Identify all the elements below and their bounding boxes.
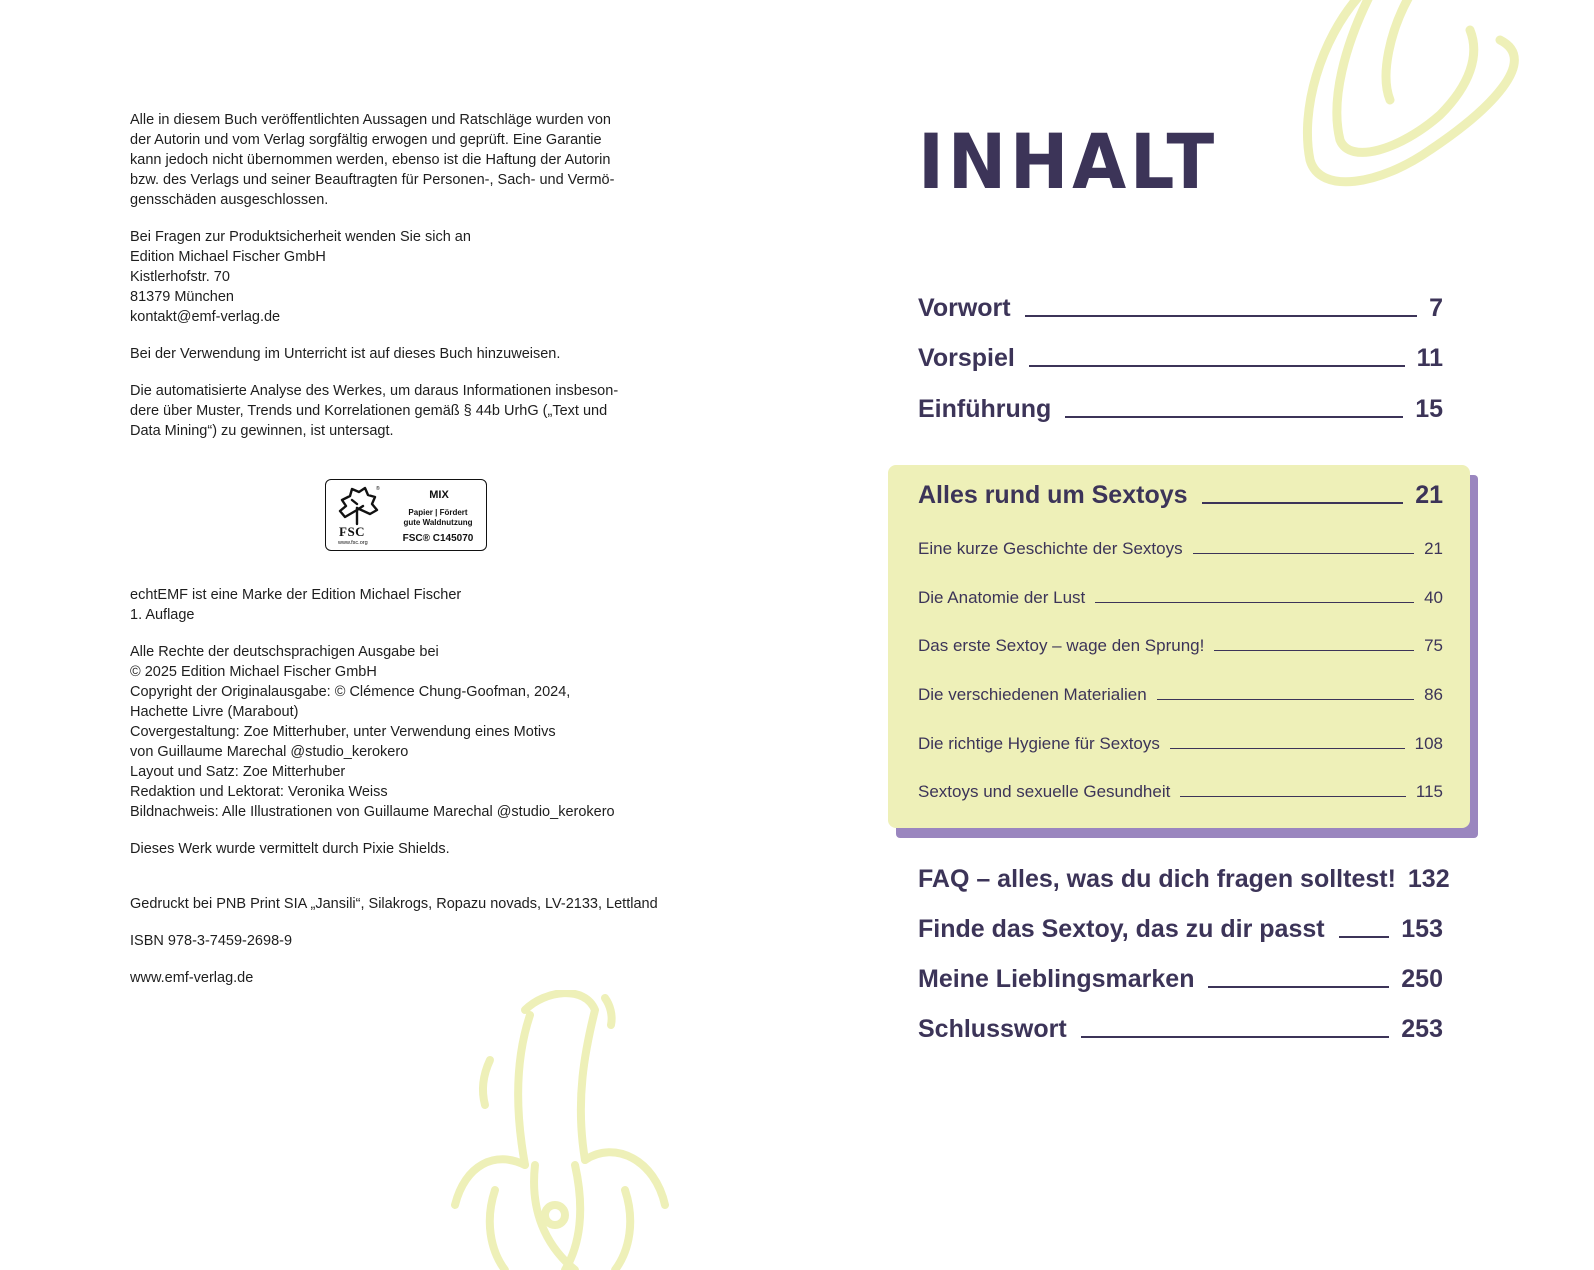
imprint-paragraph-disclaimer: Alle in diesem Buch veröffentlichten Aussagen und Ratschläge wurden von der Autorin und vom Verlag sorgfältig erwogen und geprüft. Eine Garantie kann jedoch nicht übernommen werden, ebenso ist die Haftung der Autorin bzw. des Verlags und seiner Beauftragten für Personen-, Sach- und Vermö- gensschäden ausgeschlossen. (130, 112, 615, 208)
imprint-text (130, 110, 690, 1005)
fsc-mark: FSC (339, 524, 366, 539)
toc-entry-title: Vorspiel (918, 344, 1015, 372)
toc-entry-page: 153 (1401, 915, 1443, 943)
toc-leader-line (1025, 315, 1418, 317)
svg-text:®: ® (376, 486, 380, 492)
toc-subentry-page: 40 (1424, 588, 1443, 607)
fsc-url: www.fsc.org (338, 540, 368, 546)
toc-entry-sextoys[interactable] (918, 476, 1443, 510)
imprint-paragraph-agency: Dieses Werk wurde vermittelt durch Pixie Shields. (130, 841, 450, 857)
toc-subentry-erstes-sextoy[interactable] (918, 632, 1443, 656)
toc-leader-line (1208, 986, 1389, 988)
toc-entry-faq[interactable] (918, 860, 1450, 894)
toc-subentry-anatomie[interactable] (918, 584, 1443, 608)
toc-entry-einfuehrung[interactable] (918, 390, 1443, 424)
toc-leader-line (1202, 502, 1404, 504)
imprint-paragraph-printer: Gedruckt bei PNB Print SIA „Jansili“, Silakrogs, Ropazu novads, LV-2133, Lettland (130, 896, 658, 912)
fsc-logo (325, 479, 487, 551)
fsc-mix-label: MIX (429, 489, 449, 501)
toc-subentry-page: 75 (1424, 636, 1443, 655)
toc-entry-vorwort[interactable] (918, 289, 1443, 323)
toc-subentry-title: Die Anatomie der Lust (918, 588, 1086, 607)
toc-subentry-page: 21 (1424, 539, 1443, 558)
toc-entry-page: 21 (1415, 481, 1443, 509)
imprint-paragraph-text-mining: Die automatisierte Analyse des Werkes, um daraus Informationen insbeson- dere über Muster, Trends und Korrelationen gemäß § 44b UrhG („Text und Data Mining“) zu gewinnen, ist untersagt. (130, 383, 619, 439)
toc-subentry-title: Eine kurze Geschichte der Sextoys (918, 539, 1183, 558)
toc-entry-vorspiel[interactable] (918, 339, 1443, 373)
toc-entry-title: Vorwort (918, 294, 1011, 322)
toc-subentry-page: 115 (1415, 782, 1443, 801)
imprint-paragraph-teaching: Bei der Verwendung im Unterricht ist auf dieses Buch hinzuweisen. (130, 346, 561, 362)
toc-entry-title: Meine Lieblingsmarken (918, 965, 1195, 993)
toc-entry-title: Einführung (918, 395, 1052, 423)
toc-subentry-geschichte[interactable] (918, 535, 1443, 559)
toc-subentry-materialien[interactable] (918, 681, 1443, 705)
imprint-paragraph-brand: echtEMF ist eine Marke der Edition Michael Fischer 1. Auflage (130, 587, 462, 623)
toc-subentry-title: Sextoys und sexuelle Gesundheit (918, 782, 1171, 801)
imprint-paragraph-product-safety: Bei Fragen zur Produktsicherheit wenden Sie sich an Edition Michael Fischer GmbH Kistlerhofstr. 70 81379 München kontakt@emf-verlag.de (130, 229, 471, 325)
toc-entry-title: FAQ – alles, was du dich fragen solltest! (918, 865, 1396, 893)
toc-subentry-title: Die richtige Hygiene für Sextoys (918, 734, 1160, 753)
toc-leader-line (1214, 650, 1414, 651)
toc-entry-page: 15 (1415, 395, 1443, 423)
toc-entry-page: 253 (1401, 1015, 1443, 1043)
toc-entry-finde-sextoy[interactable] (918, 910, 1443, 944)
toc-subentry-title: Die verschiedenen Materialien (918, 685, 1147, 704)
toc-subentry-hygiene[interactable] (918, 730, 1443, 754)
toc-leader-line (1170, 748, 1405, 749)
imprint-website: www.emf-verlag.de (130, 970, 254, 986)
toc-leader-line (1339, 936, 1390, 938)
toc-subentry-title: Das erste Sextoy – wage den Sprung! (918, 636, 1205, 655)
toc-subentry-page: 86 (1424, 685, 1443, 704)
imprint-paragraph-rights: Alle Rechte der deutschsprachigen Ausgabe bei © 2025 Edition Michael Fischer GmbH Copyright der Originalausgabe: © Clémence Chung-Goofman, 2024, Hachette Livre (Marabout) Covergestaltung: Zoe Mitterhuber, unter Verwendung eines Motivs von Guillaume Marechal @studio_kerokero Layout und Satz: Zoe Mitterhuber Redaktion und Lektorat: Veronika Weiss Bildnachweis: Alle Illustrationen von Guillaume Marechal @studio_kerokero (130, 644, 615, 820)
toc-entry-schlusswort[interactable] (918, 1010, 1443, 1044)
toc-entry-title: Alles rund um Sextoys (918, 481, 1188, 509)
toc-title: INHALT (918, 117, 1218, 206)
toc-entry-page: 132 (1407, 865, 1450, 893)
toc-entry-title: Finde das Sextoy, das zu dir passt (918, 915, 1325, 943)
banana-illustration (435, 990, 685, 1270)
toc-leader-line (1095, 602, 1414, 603)
toc-leader-line (1029, 365, 1405, 367)
fsc-tree-icon (332, 484, 382, 528)
toc-leader-line (1193, 553, 1415, 554)
toc-entry-page: 250 (1401, 965, 1443, 993)
imprint-isbn: ISBN 978-3-7459-2698-9 (130, 933, 293, 949)
toc-entry-page: 7 (1429, 294, 1443, 322)
toc-leader-line (1081, 1036, 1390, 1038)
toc-subentry-page: 108 (1414, 734, 1443, 753)
toc-leader-line (1065, 416, 1403, 418)
toc-leader-line (1157, 699, 1414, 700)
fsc-code: FSC® C145070 (402, 533, 474, 544)
toc-entry-title: Schlusswort (918, 1015, 1067, 1043)
toc-entry-lieblingsmarken[interactable] (918, 960, 1443, 994)
toc-entry-page: 11 (1416, 344, 1443, 372)
fsc-description: Papier | Fördert gute Waldnutzung (403, 508, 473, 527)
toc-leader-line (1180, 796, 1406, 797)
toc-subentry-gesundheit[interactable] (918, 778, 1443, 802)
stone-illustration (1300, 0, 1550, 200)
